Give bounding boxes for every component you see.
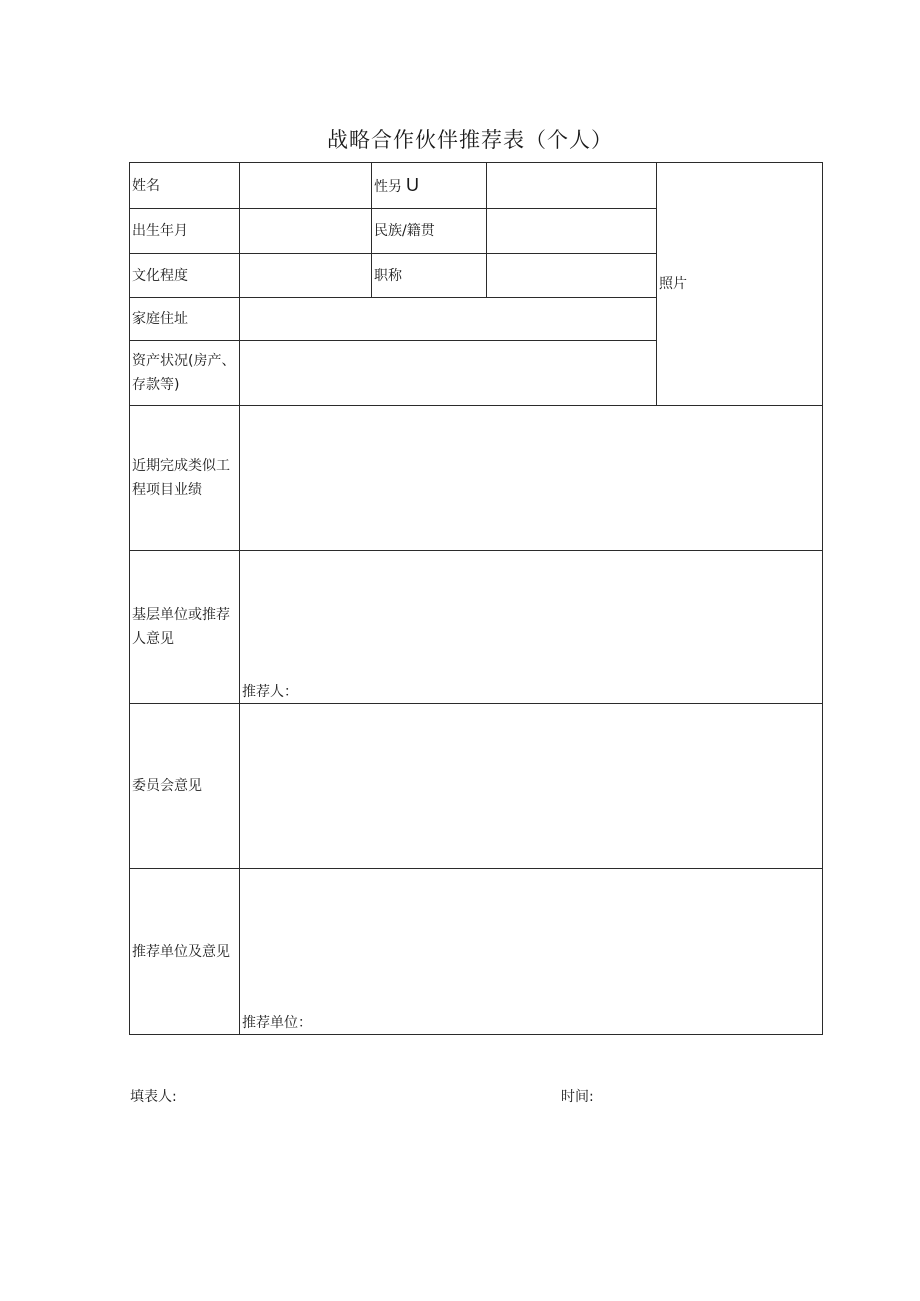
time-label: 时间: [561, 1089, 594, 1105]
birth-field[interactable] [240, 209, 372, 254]
grassroots-label [130, 551, 240, 704]
gender-label-cell [372, 163, 487, 209]
row-recommend-unit [130, 869, 823, 1035]
assets-label-line1: 资产状况(房产、 [132, 353, 236, 369]
name-field[interactable] [240, 163, 372, 209]
form-title: 战略合作伙伴推荐表（个人） [327, 128, 613, 152]
recommend-unit-label: 推荐单位： [242, 1015, 312, 1031]
ethnicity-field[interactable] [487, 209, 657, 254]
recommend-unit-field[interactable] [240, 869, 823, 1035]
grassroots-label-line2: 人意见 [132, 631, 174, 647]
performance-field[interactable] [240, 406, 823, 551]
recommendation-form-table [129, 162, 823, 1035]
photo-label: 照片 [659, 276, 687, 292]
assets-label [130, 341, 240, 406]
row-name-gender [130, 163, 823, 209]
birth-label: 出生年月 [130, 209, 240, 254]
row-committee-opinion [130, 704, 823, 869]
recommender-label: 推荐人： [242, 684, 298, 700]
address-field[interactable] [240, 298, 657, 341]
ethnicity-label: 民族/籍贯 [372, 209, 487, 254]
committee-label: 委员会意见 [130, 704, 240, 869]
row-grassroots-opinion [130, 551, 823, 704]
education-field[interactable] [240, 254, 372, 298]
assets-label-line2: 存款等) [132, 377, 180, 393]
performance-label [130, 406, 240, 551]
filled-by-label: 填表人: [130, 1089, 177, 1105]
photo-cell[interactable] [657, 163, 823, 406]
education-label: 文化程度 [130, 254, 240, 298]
gender-mark: U [406, 174, 419, 195]
grassroots-opinion-field[interactable] [240, 551, 823, 704]
assets-field[interactable] [240, 341, 657, 406]
job-title-label: 职称 [372, 254, 487, 298]
job-title-field[interactable] [487, 254, 657, 298]
performance-label-line2: 程项目业绩 [132, 482, 202, 498]
committee-opinion-field[interactable] [240, 704, 823, 869]
performance-label-line1: 近期完成类似工 [132, 458, 230, 474]
gender-label: 性另 [374, 178, 402, 195]
gender-field[interactable] [487, 163, 657, 209]
row-performance [130, 406, 823, 551]
address-label: 家庭住址 [130, 298, 240, 341]
recommend-unit-opinion-label: 推荐单位及意见 [130, 869, 240, 1035]
name-label: 姓名 [130, 163, 240, 209]
grassroots-label-line1: 基层单位或推荐 [132, 607, 230, 623]
